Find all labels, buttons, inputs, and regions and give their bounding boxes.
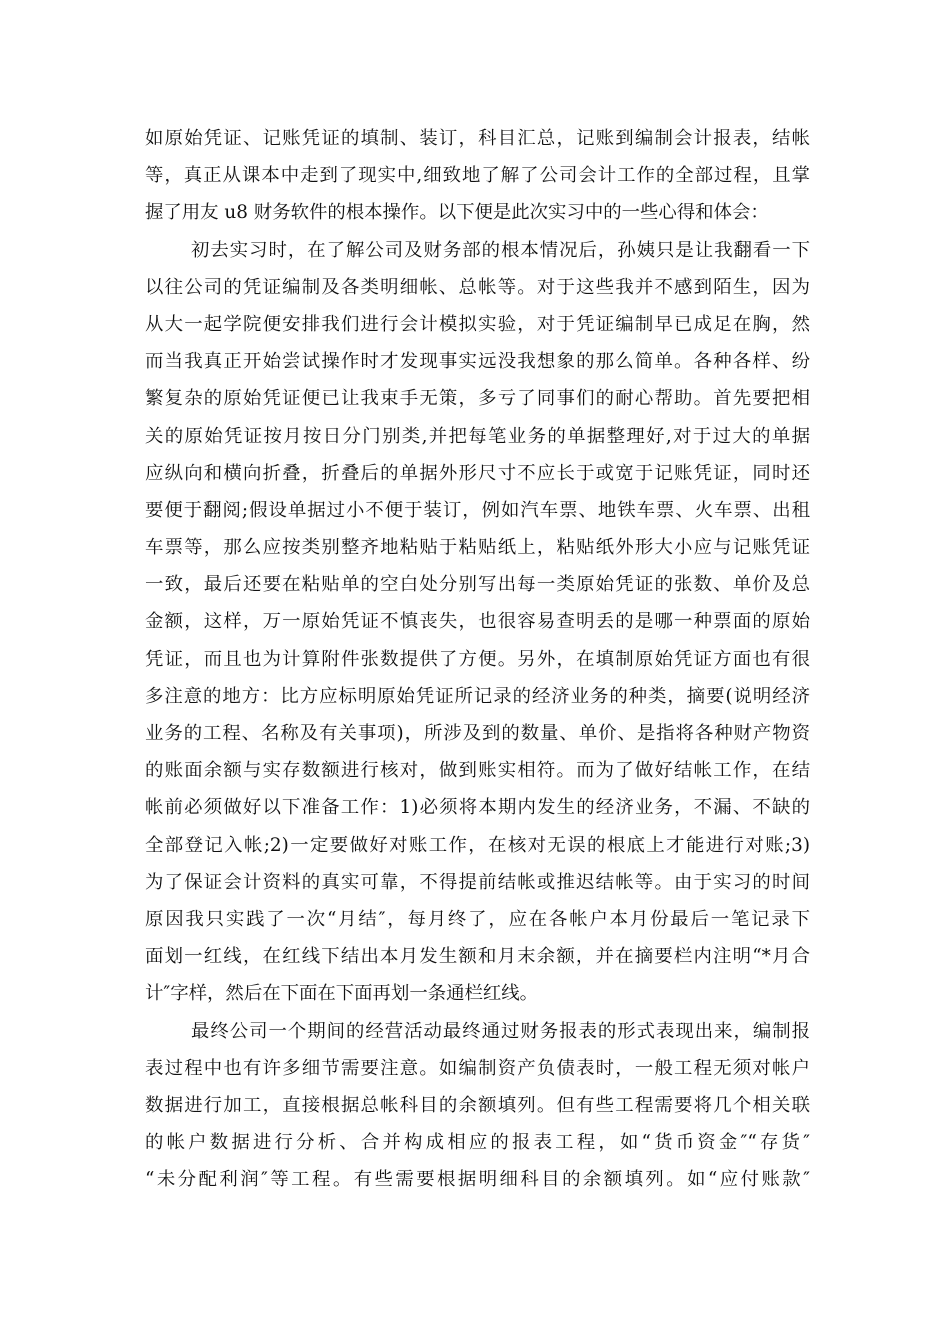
text-line: 为了保证会计资料的真实可靠，不得提前结帐或推迟结帐等。由于实习的时间 xyxy=(145,871,810,893)
text-line: 车票等，那么应按类别整齐地粘贴于粘贴纸上，粘贴纸外形大小应与记账凭证 xyxy=(145,537,810,559)
text-line: 帐前必须做好以下准备工作：1)必须将本期内发生的经济业务，不漏、不缺的 xyxy=(145,797,810,819)
text-line: “未分配利润″等工程。有些需要根据明细科目的余额填列。如“应付账款″ xyxy=(145,1169,810,1191)
text-line: 金额，这样，万一原始凭证不慎丧失，也很容易查明丢的是哪一种票面的原始 xyxy=(145,611,810,633)
text-line: 繁复杂的原始凭证便已让我束手无策，多亏了同事们的耐心帮助。首先要把相 xyxy=(145,388,810,410)
text-line: 全部登记入帐;2)一定要做好对账工作，在核对无误的根底上才能进行对账;3) xyxy=(145,834,810,856)
text-line: 以往公司的凭证编制及各类明细帐、总帐等。对于这些我并不感到陌生，因为 xyxy=(145,276,810,298)
text-line: 初去实习时，在了解公司及财务部的根本情况后，孙姨只是让我翻看一下 xyxy=(191,239,810,261)
text-line: 从大一起学院便安排我们进行会计模拟实验，对于凭证编制早已成足在胸，然 xyxy=(145,313,810,335)
text-line: 数据进行加工，直接根据总帐科目的余额填列。但有些工程需要将几个相关联 xyxy=(145,1094,810,1116)
text-line: 的帐户数据进行分析、合并构成相应的报表工程，如“货币资金″“存货″ xyxy=(145,1132,810,1154)
text-line: 多注意的地方：比方应标明原始凭证所记录的经济业务的种类，摘要(说明经济 xyxy=(145,685,810,707)
text-line: 业务的工程、名称及有关事项)，所涉及到的数量、单价、是指将各种财产物资 xyxy=(145,723,810,744)
text-line: 的账面余额与实存数额进行核对，做到账实相符。而为了做好结帐工作，在结 xyxy=(145,760,810,782)
text-line: 表过程中也有许多细节需要注意。如编制资产负债表时，一般工程无须对帐户 xyxy=(145,1057,810,1079)
text-line: 握了用友 u8 财务软件的根本操作。以下便是此次实习中的一些心得和体会： xyxy=(145,202,769,224)
body-text xyxy=(145,120,810,1198)
text-line: 要便于翻阅;假设单据过小不便于装订，例如汽车票、地铁车票、火车票、出租 xyxy=(145,499,810,521)
text-line: 等，真正从课本中走到了现实中,细致地了解了公司会计工作的全部过程，且掌 xyxy=(145,165,810,187)
text-line: 应纵向和横向折叠，折叠后的单据外形尺寸不应长于或宽于记账凭证，同时还 xyxy=(145,462,810,484)
text-line: 凭证，而且也为计算附件张数提供了方便。另外，在填制原始凭证方面也有很 xyxy=(145,648,810,670)
text-line: 最终公司一个期间的经营活动最终通过财务报表的形式表现出来，编制报 xyxy=(191,1020,810,1042)
text-line: 而当我真正开始尝试操作时才发现事实远没我想象的那么简单。各种各样、纷 xyxy=(145,351,810,373)
text-line: 如原始凭证、记账凭证的填制、装订，科目汇总，记账到编制会计报表，结帐 xyxy=(145,128,810,149)
text-line: 一致，最后还要在粘贴单的空白处分别写出每一类原始凭证的张数、单价及总 xyxy=(145,574,810,596)
text-line: 关的原始凭证按月按日分门别类,并把每笔业务的单据整理好,对于过大的单据 xyxy=(145,425,810,447)
text-line: 计″字样，然后在下面在下面再划一条通栏红线。 xyxy=(145,983,539,1005)
text-line: 原因我只实践了一次“月结″，每月终了，应在各帐户本月份最后一笔记录下 xyxy=(145,908,810,930)
text-line: 面划一红线，在红线下结出本月发生额和月末余额，并在摘要栏内注明“*月合 xyxy=(145,946,810,968)
